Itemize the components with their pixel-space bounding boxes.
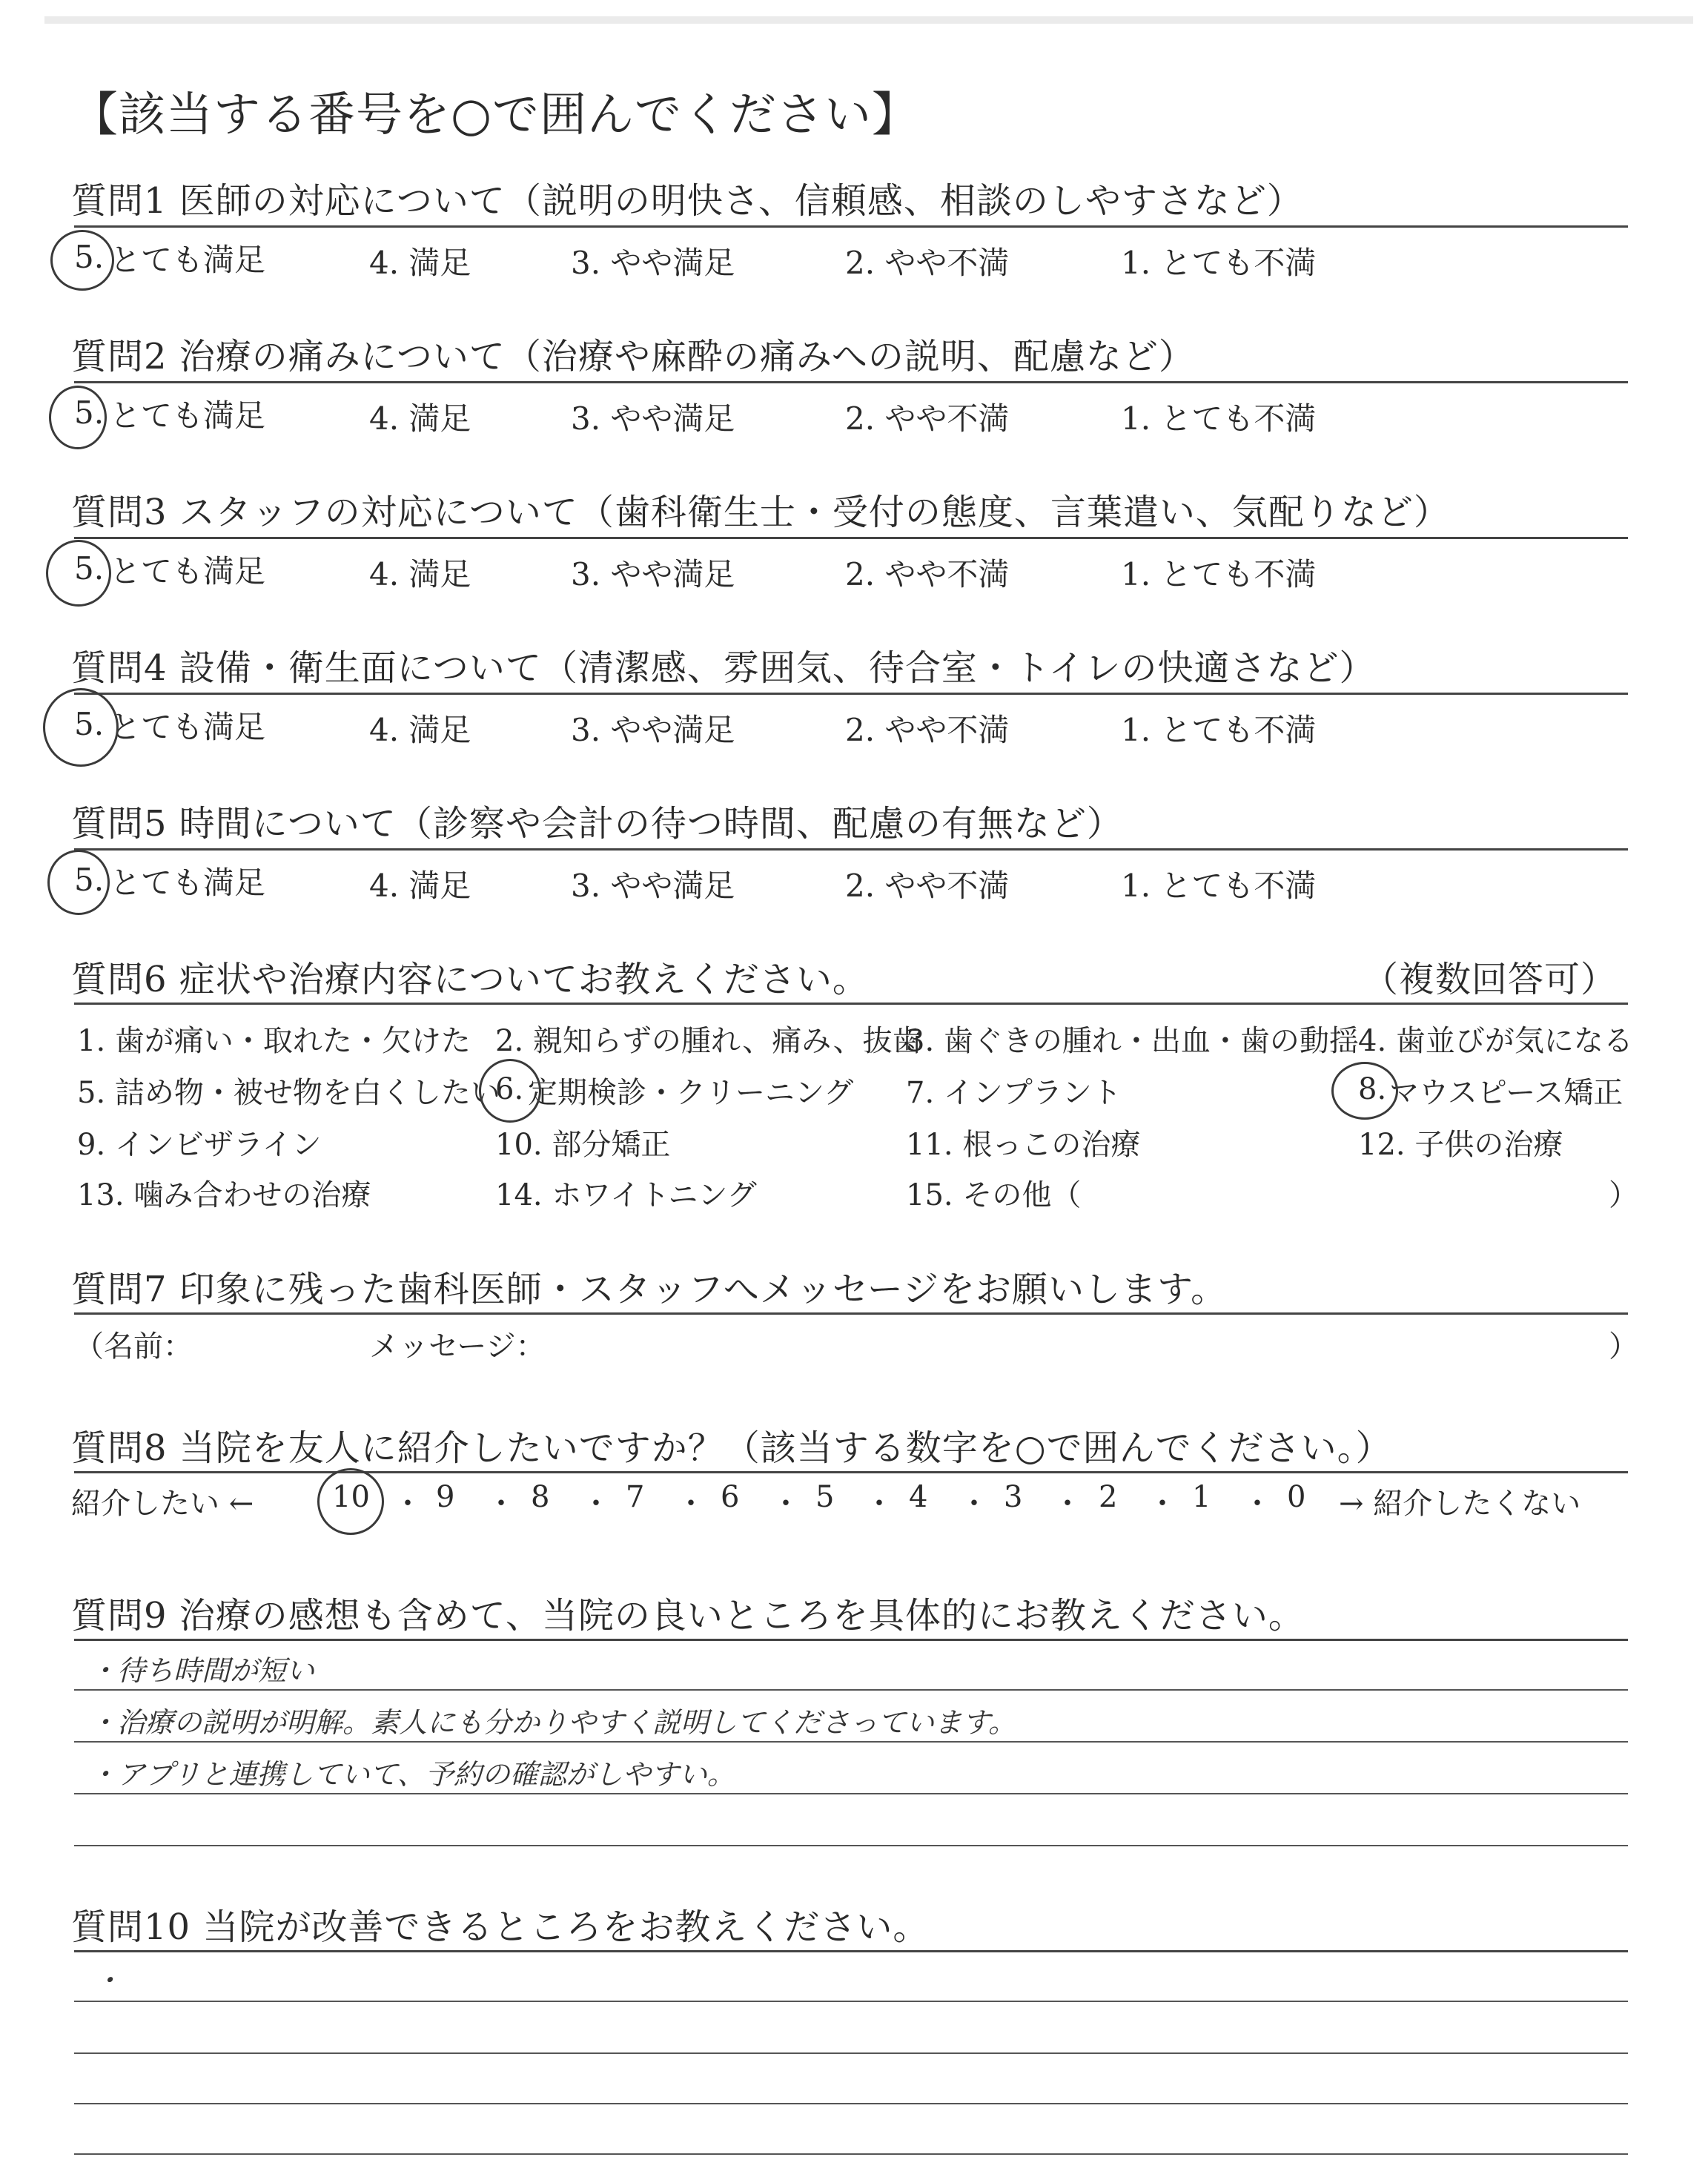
q6-item-15-close: ）	[1609, 1178, 1638, 1212]
q8-left-label: 紹介したい ←	[71, 1487, 254, 1521]
q8-scale-0[interactable]: 0	[1287, 1480, 1306, 1514]
q10-answer-line	[74, 2001, 1628, 2002]
q6-item-1[interactable]: 1. 歯が痛い・取れた・欠けた	[77, 1024, 471, 1058]
q4-option-1[interactable]: 1. とても不満	[1121, 712, 1317, 748]
q5-option-3[interactable]: 3. やや満足	[571, 868, 735, 904]
q6-item-8-number[interactable]: 8.	[1358, 1072, 1387, 1106]
question-1-rule	[74, 225, 1628, 228]
question-2-rule	[74, 381, 1628, 383]
q8-scale-2[interactable]: 2	[1099, 1480, 1118, 1514]
q1-option-5-number[interactable]: 5.	[74, 239, 105, 275]
q1-option-4[interactable]: 4. 満足	[369, 245, 471, 281]
q8-sep: ・	[959, 1487, 989, 1521]
q1-option-5-label[interactable]: とても満足	[110, 242, 266, 278]
q3-selection-circle	[46, 540, 111, 607]
q4-option-5-label[interactable]: とても満足	[110, 709, 266, 745]
q8-scale-5[interactable]: 5	[815, 1480, 835, 1514]
q8-sep: ・	[1242, 1487, 1272, 1521]
q6-item-2[interactable]: 2. 親知らずの腫れ、痛み、抜歯	[495, 1024, 922, 1058]
q3-option-1[interactable]: 1. とても不満	[1121, 556, 1317, 592]
q10-answer-1: ・	[93, 1964, 122, 1997]
question-7-title: 質問7 印象に残った歯科医師・スタッフへメッセージをお願いします。	[71, 1269, 1228, 1310]
q1-option-3[interactable]: 3. やや満足	[571, 245, 735, 281]
q10-answer-line	[74, 2103, 1628, 2104]
q6-item-13[interactable]: 13. 噛み合わせの治療	[77, 1178, 371, 1212]
question-10-rule	[74, 1950, 1628, 1952]
q8-scale-8[interactable]: 8	[531, 1480, 550, 1514]
q10-answer-line	[74, 2153, 1628, 2155]
q2-option-5-number[interactable]: 5.	[74, 394, 105, 431]
q8-scale-9[interactable]: 9	[436, 1480, 455, 1514]
q9-answer-line	[74, 1845, 1628, 1846]
question-2-title: 質問2 治療の痛みについて（治療や麻酔の痛みへの説明、配慮など）	[71, 336, 1195, 377]
q3-option-4[interactable]: 4. 満足	[369, 556, 471, 592]
q3-option-2[interactable]: 2. やや不満	[845, 556, 1010, 592]
q8-sep: ・	[676, 1487, 706, 1521]
question-8-title: 質問8 当院を友人に紹介したいですか？（該当する数字を○で囲んでください。）	[71, 1427, 1392, 1469]
q2-option-2[interactable]: 2. やや不満	[845, 400, 1010, 437]
q5-selection-circle	[47, 850, 110, 915]
q8-sep: ・	[486, 1487, 516, 1521]
q6-item-7[interactable]: 7. インプラント	[906, 1076, 1122, 1110]
q5-option-1[interactable]: 1. とても不満	[1121, 868, 1317, 904]
q6-item-12[interactable]: 12. 子供の治療	[1358, 1128, 1563, 1162]
q9-answer-line	[74, 1793, 1628, 1794]
q6-item-6-number[interactable]: 6.	[495, 1072, 524, 1106]
q8-scale-3[interactable]: 3	[1004, 1480, 1023, 1514]
q8-sep: ・	[1053, 1487, 1082, 1521]
page-header: 【該当する番号を○で囲んでください】	[71, 87, 919, 142]
q4-option-5-number[interactable]: 5.	[74, 706, 105, 742]
question-9-title: 質問9 治療の感想も含めて、当院の良いところを具体的にお教えください。	[71, 1595, 1305, 1636]
scan-top-edge	[44, 16, 1693, 24]
question-4-rule	[74, 693, 1628, 695]
question-8-rule	[74, 1471, 1628, 1473]
q9-answer-line	[74, 1689, 1628, 1691]
q7-message-label: メッセージ：	[369, 1330, 546, 1364]
q8-selection-circle	[317, 1468, 384, 1535]
q8-scale-10[interactable]: 10	[332, 1480, 370, 1514]
q5-option-4[interactable]: 4. 満足	[369, 868, 471, 904]
question-6-note: （複数回答可）	[1363, 959, 1618, 1000]
q6-item-10[interactable]: 10. 部分矯正	[495, 1128, 671, 1162]
q9-answer-2: ・治療の説明が明解。素人にも分かりやすく説明してくださっています。	[89, 1706, 1016, 1739]
question-7-rule	[74, 1312, 1628, 1315]
q8-right-label: → 紹介したくない	[1339, 1487, 1581, 1521]
q1-selection-circle	[50, 230, 114, 291]
q2-option-1[interactable]: 1. とても不満	[1121, 400, 1317, 437]
q10-answer-line	[74, 2052, 1628, 2054]
q4-option-4[interactable]: 4. 満足	[369, 712, 471, 748]
q6-item-8-label[interactable]: マウスピース矯正	[1389, 1076, 1623, 1110]
question-3-rule	[74, 537, 1628, 539]
question-4-title: 質問4 設備・衛生面について（清潔感、雰囲気、待合室・トイレの快適さなど）	[71, 647, 1376, 689]
q6-item-11[interactable]: 11. 根っこの治療	[906, 1128, 1141, 1162]
q8-sep: ・	[393, 1487, 423, 1521]
q4-option-3[interactable]: 3. やや満足	[571, 712, 735, 748]
q2-option-5-label[interactable]: とても満足	[110, 397, 266, 434]
q2-option-3[interactable]: 3. やや満足	[571, 400, 735, 437]
q4-option-2[interactable]: 2. やや不満	[845, 712, 1010, 748]
q8-sep: ・	[771, 1487, 801, 1521]
q6-item-14[interactable]: 14. ホワイトニング	[495, 1178, 757, 1212]
q6-item-8-selection-circle	[1331, 1062, 1398, 1120]
q8-sep: ・	[1148, 1487, 1177, 1521]
q5-option-2[interactable]: 2. やや不満	[845, 868, 1010, 904]
q6-item-15[interactable]: 15. その他（	[906, 1178, 1082, 1212]
q8-sep: ・	[864, 1487, 894, 1521]
q1-option-2[interactable]: 2. やや不満	[845, 245, 1010, 281]
question-5-rule	[74, 848, 1628, 851]
q6-item-3[interactable]: 3. 歯ぐきの腫れ・出血・歯の動揺	[906, 1024, 1359, 1058]
q6-item-4[interactable]: 4. 歯並びが気になる	[1358, 1024, 1633, 1058]
q8-scale-6[interactable]: 6	[721, 1480, 740, 1514]
question-10-title: 質問10 当院が改善できるところをお教えください。	[71, 1906, 930, 1948]
question-1-title: 質問1 医師の対応について（説明の明快さ、信頼感、相談のしやすさなど）	[71, 180, 1303, 222]
q3-option-3[interactable]: 3. やや満足	[571, 556, 735, 592]
q9-answer-3: ・アプリと連携していて、予約の確認がしやすい。	[89, 1758, 735, 1791]
question-9-rule	[74, 1639, 1628, 1641]
q1-option-1[interactable]: 1. とても不満	[1121, 245, 1317, 281]
q6-item-6-label[interactable]: 定期検診・クリーニング	[528, 1076, 854, 1110]
q3-option-5-label[interactable]: とても満足	[110, 553, 266, 589]
q6-item-9[interactable]: 9. インビザライン	[77, 1128, 322, 1162]
q3-option-5-number[interactable]: 5.	[74, 550, 105, 587]
q9-answer-1: ・待ち時間が短い	[89, 1654, 315, 1687]
q9-answer-line	[74, 1741, 1628, 1743]
q6-item-5[interactable]: 5. 詰め物・被せ物を白くしたい	[77, 1076, 500, 1110]
question-5-title: 質問5 時間について（診察や会計の待つ時間、配慮の有無など）	[71, 803, 1123, 845]
q8-sep: ・	[581, 1487, 611, 1521]
q5-option-5-number[interactable]: 5.	[74, 862, 105, 898]
q5-option-5-label[interactable]: とても満足	[110, 865, 266, 901]
question-6-rule	[74, 1003, 1628, 1005]
question-6-title: 質問6 症状や治療内容についてお教えください。	[71, 959, 869, 1000]
q7-close: ）	[1609, 1330, 1638, 1364]
q8-scale-4[interactable]: 4	[909, 1480, 928, 1514]
q6-item-6-selection-circle	[479, 1059, 541, 1123]
q7-name-label: （名前：	[74, 1330, 193, 1364]
question-3-title: 質問3 スタッフの対応について（歯科衛生士・受付の態度、言葉遣い、気配りなど）	[71, 492, 1450, 533]
q2-option-4[interactable]: 4. 満足	[369, 400, 471, 437]
q8-scale-7[interactable]: 7	[626, 1480, 645, 1514]
q8-scale-1[interactable]: 1	[1192, 1480, 1211, 1514]
q2-selection-circle	[49, 386, 107, 449]
q4-selection-circle	[43, 688, 119, 767]
